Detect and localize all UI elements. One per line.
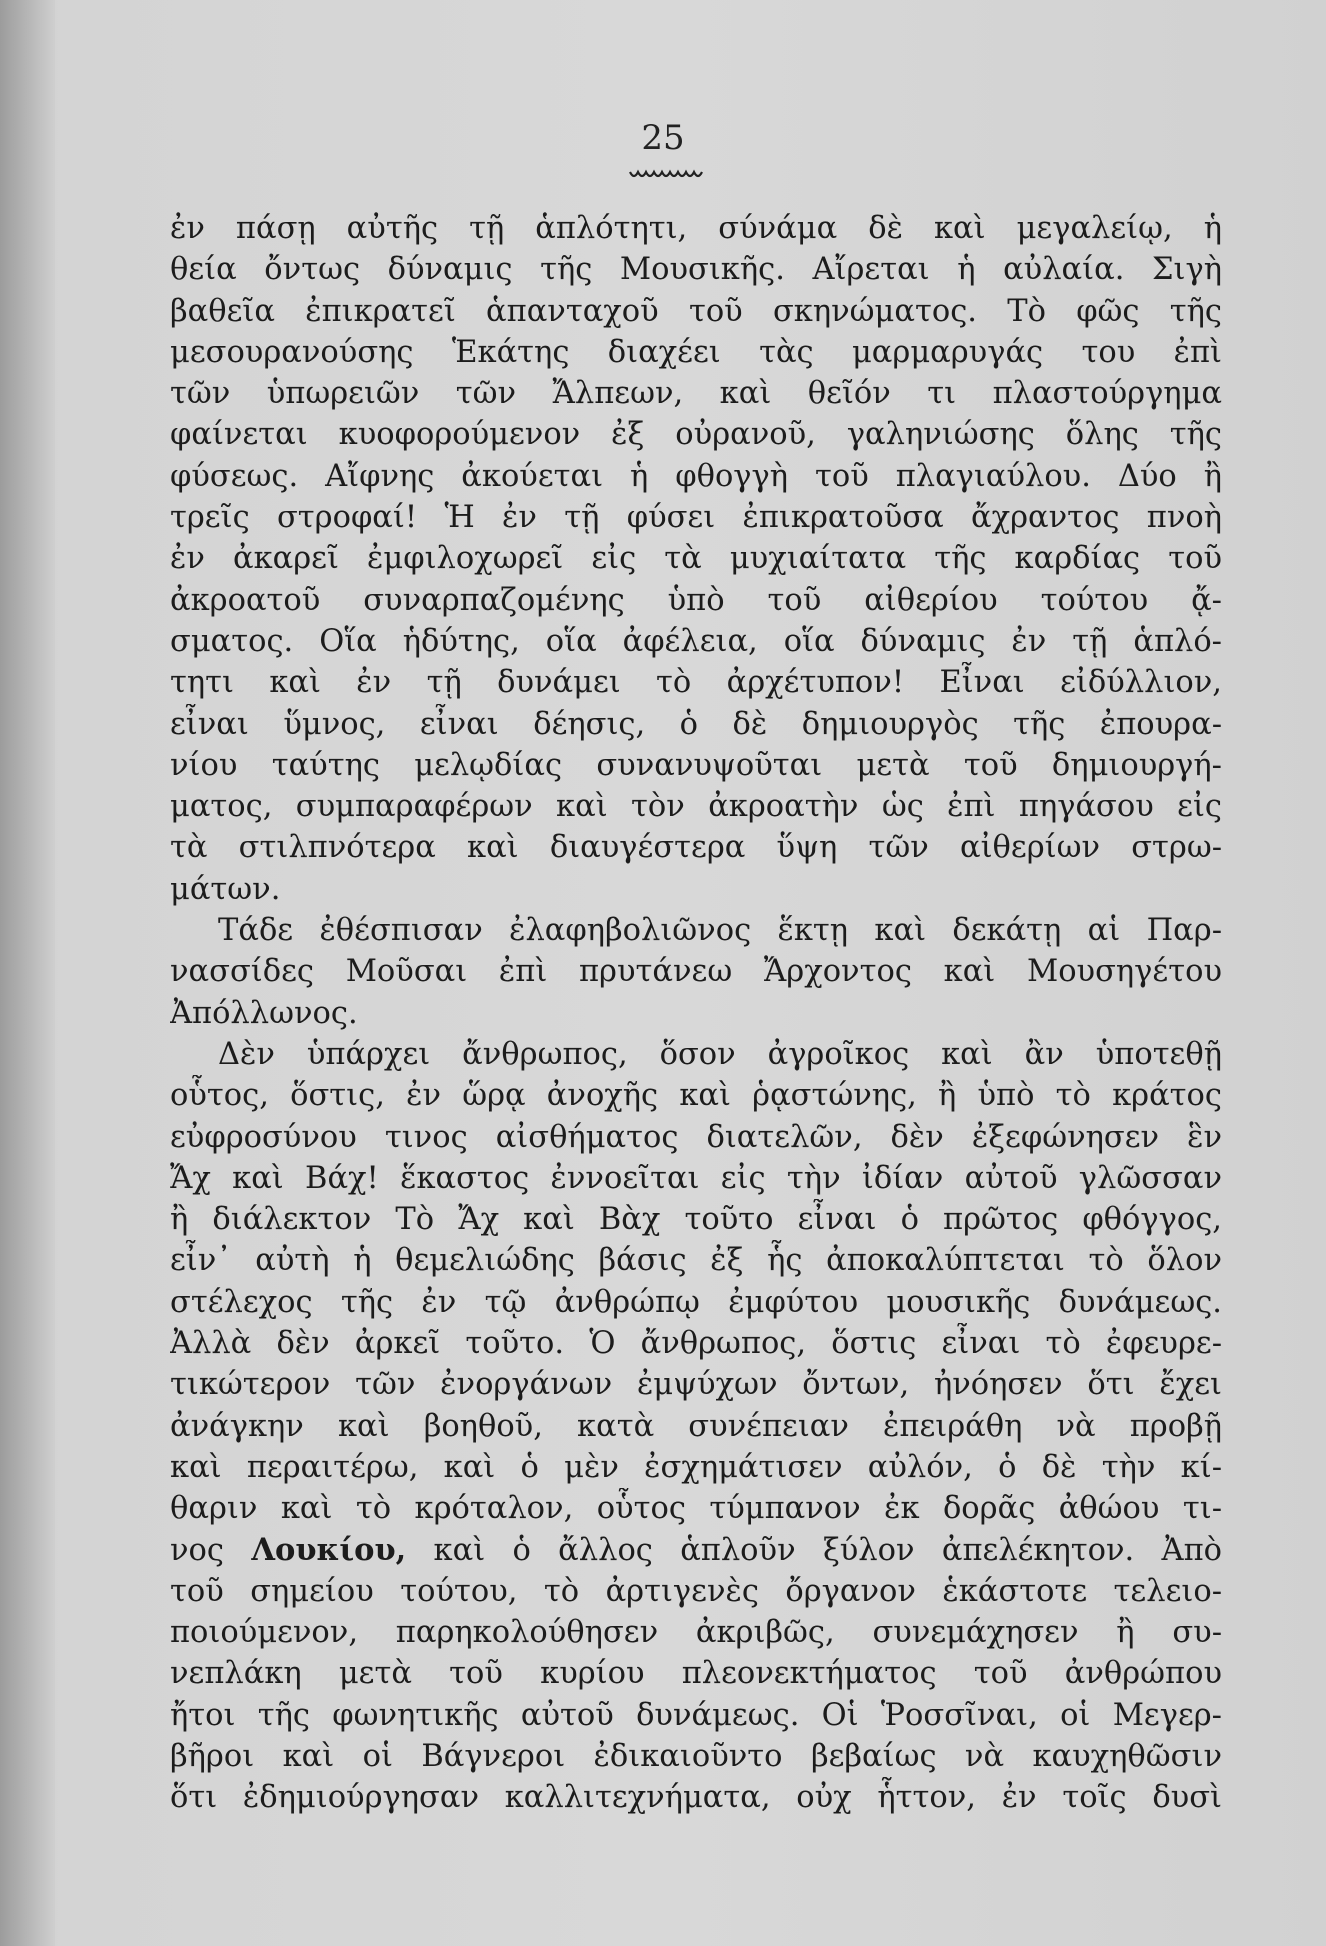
text-line: Ἀπόλλωνος. [170, 995, 358, 1031]
text-line: εἶν᾽ αὐτὴ ἡ θεμελιώδης βάσις ἐξ ἧς ἀποκαλύπτεται τὸ ὅλον [170, 1243, 1222, 1279]
text-segment: νος [170, 1532, 252, 1568]
text-line: νίου ταύτης μελῳδίας συνανυψοῦται μετὰ τοῦ δημιουργή- [170, 747, 1222, 783]
text-line: ἀκροατοῦ συναρπαζομένης ὑπὸ τοῦ αἰθερίου τούτου ᾄ- [170, 582, 1222, 618]
text-line: βῆροι καὶ οἱ Βάγνεροι ἐδικαιοῦντο βεβαίως νὰ καυχηθῶσιν [170, 1738, 1222, 1774]
text-line: σματος. Οἵα ἡδύτης, οἵα ἀφέλεια, οἵα δύναμις ἐν τῇ ἁπλό- [170, 623, 1222, 659]
page-spine-shadow [0, 0, 55, 1946]
text-line: Ἄχ καὶ Βάχ! ἕκαστος ἐννοεῖται εἰς τὴν ἰδίαν αὐτοῦ γλῶσσαν [170, 1160, 1222, 1196]
wavy-ornament [628, 166, 708, 182]
text-line: Ἀλλὰ δὲν ἀρκεῖ τοῦτο. Ὁ ἄνθρωπος, ὅστις εἶναι τὸ ἐφευρε- [170, 1326, 1222, 1362]
text-line: καὶ περαιτέρω, καὶ ὁ μὲν ἐσχημάτισεν αὐλόν, ὁ δὲ τὴν κί- [170, 1449, 1222, 1485]
text-line: τρεῖς στροφαί! Ἡ ἐν τῇ φύσει ἐπικρατοῦσα ἄχραντος πνοὴ [170, 500, 1222, 536]
body-text [170, 208, 1222, 1819]
text-line: εἶναι ὕμνος, εἶναι δέησις, ὁ δὲ δημιουργὸς τῆς ἐπουρα- [170, 706, 1222, 742]
text-line: θαριν καὶ τὸ κρόταλον, οὗτος τύμπανον ἐκ δορᾶς ἀθώου τι- [170, 1491, 1222, 1527]
text-line: τικώτερον τῶν ἐνοργάνων ἐμψύχων ὄντων, ἠνόησεν ὅτι ἔχει [170, 1367, 1222, 1403]
text-line: ἐν πάσῃ αὐτῆς τῇ ἁπλότητι, σύνάμα δὲ καὶ μεγαλείῳ, ἡ [170, 211, 1222, 246]
text-line: θεία ὄντως δύναμις τῆς Μουσικῆς. Αἴρεται ἡ αὐλαία. Σιγὴ [170, 252, 1222, 288]
text-line: νεπλάκη μετὰ τοῦ κυρίου πλεονεκτήματος τοῦ ἀνθρώπου [170, 1656, 1222, 1692]
text-line: Δὲν ὑπάρχει ἄνθρωπος, ὅσον ἀγροῖκος καὶ ἂν ὑποτεθῇ [218, 1036, 1222, 1072]
text-line: ἀνάγκην καὶ βοηθοῦ, κατὰ συνέπειαν ἐπειράθη νὰ προβῇ [170, 1408, 1222, 1444]
text-line: στέλεχος τῆς ἐν τῷ ἀνθρώπῳ ἐμφύτου μουσικῆς δυνάμεως. [170, 1284, 1222, 1320]
text-line: ἤτοι τῆς φωνητικῆς αὐτοῦ δυνάμεως. Οἱ Ῥοσσῖναι, οἱ Μεγερ- [170, 1697, 1222, 1733]
text-line: φύσεως. Αἴφνης ἀκούεται ἡ φθογγὴ τοῦ πλαγιαύλου. Δύο ἢ [170, 458, 1222, 494]
text-line: οὗτος, ὅστις, ἐν ὥρᾳ ἀνοχῆς καὶ ῥᾳστώνης, ἢ ὑπὸ τὸ κράτος [170, 1078, 1222, 1114]
text-line: ποιούμενον, παρηκολούθησεν ἀκριβῶς, συνεμάχησεν ἢ συ- [170, 1615, 1222, 1651]
text-line: τοῦ σημείου τούτου, τὸ ἀρτιγενὲς ὄργανον ἑκάστοτε τελειο- [170, 1573, 1222, 1609]
text-segment: καὶ ὁ ἄλλος ἁπλοῦν ξύλον ἀπελέκητον. Ἀπὸ [406, 1532, 1222, 1568]
text-line: βαθεῖα ἐπικρατεῖ ἁπανταχοῦ τοῦ σκηνώματος. Τὸ φῶς τῆς [170, 293, 1222, 329]
text-line: ματος, συμπαραφέρων καὶ τὸν ἀκροατὴν ὡς ἐπὶ πηγάσου εἰς [170, 789, 1222, 825]
text-line: μάτων. [170, 871, 281, 907]
text-line: τῶν ὑπωρειῶν τῶν Ἄλπεων, καὶ θεῖόν τι πλαστούργημα [170, 376, 1222, 412]
text-line: Τάδε ἐθέσπισαν ἐλαφηβολιῶνος ἕκτῃ καὶ δεκάτῃ αἱ Παρ- [218, 913, 1222, 949]
page-number: 25 [641, 118, 685, 158]
text-line: τητι καὶ ἐν τῇ δυνάμει τὸ ἀρχέτυπον! Εἶναι εἰδύλλιον, [170, 665, 1222, 701]
text-line: ὅτι ἐδημιούργησαν καλλιτεχνήματα, οὐχ ἧττον, ἐν τοῖς δυσὶ [170, 1780, 1222, 1816]
text-line: τὰ στιλπνότερα καὶ διαυγέστερα ὕψη τῶν αἰθερίων στρω- [170, 830, 1222, 866]
text-line: νασσίδες Μοῦσαι ἐπὶ πρυτάνεω Ἄρχοντος καὶ Μουσηγέτου [170, 954, 1222, 990]
text-line: φαίνεται κυοφορούμενον ἐξ οὐρανοῦ, γαληνιώσης ὅλης τῆς [170, 417, 1222, 453]
bold-name: Λουκίου, [251, 1531, 407, 1568]
text-line: μεσουρανούσης Ἑκάτης διαχέει τὰς μαρμαρυγάς του ἐπὶ [170, 334, 1222, 370]
text-line [170, 1530, 1222, 1571]
text-line: ἐν ἀκαρεῖ ἐμφιλοχωρεῖ εἰς τὰ μυχιαίτατα τῆς καρδίας τοῦ [170, 541, 1222, 577]
text-line: εὐφροσύνου τινος αἰσθήματος διατελῶν, δὲν ἐξεφώνησεν ἓν [170, 1119, 1222, 1155]
text-line: ἢ διάλεκτον Τὸ Ἄχ καὶ Βὰχ τοῦτο εἶναι ὁ πρῶτος φθόγγος, [170, 1202, 1222, 1238]
